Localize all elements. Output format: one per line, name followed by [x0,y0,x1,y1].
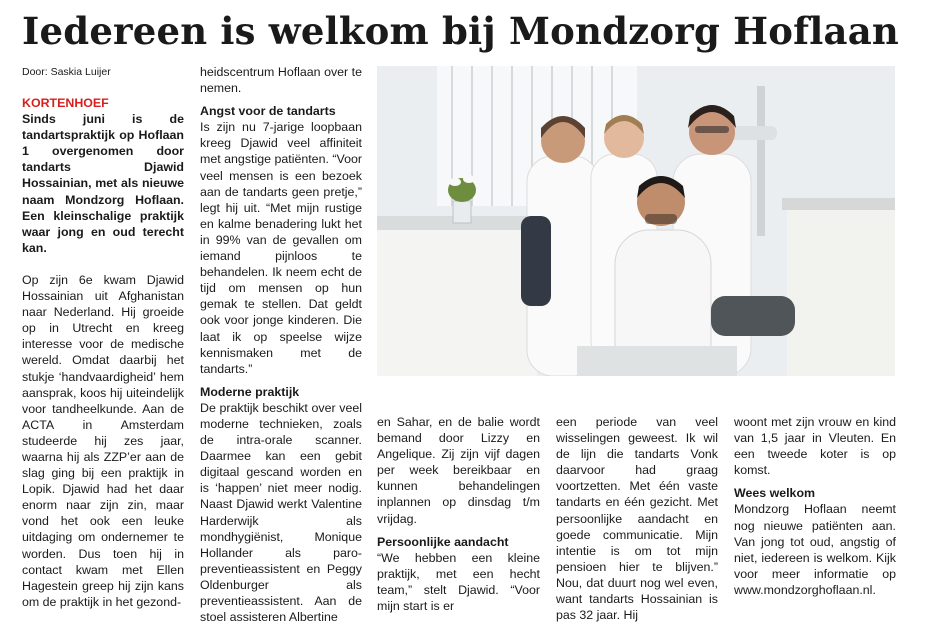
subheading-angst: Angst voor de tandarts [200,104,336,119]
body-paragraph: Mondzorg Hoflaan neemt nog nieuwe patiënten aan. Van jong tot oud, angstig of niet, iedereen is welkom. Kijk voor meer informatie op www.mondzorghoflaan.nl. [734,502,896,597]
body-paragraph: heidscentrum Hoflaan over te nemen. [200,65,362,96]
headline: Iedereen is welkom bij Mondzorg Hoflaan [22,9,899,53]
subheading-wees-welkom: Wees welkom [734,486,816,501]
dental-team-illustration [377,66,895,376]
lead-paragraph: Sinds juni is de tandartspraktijk op Hoflaan 1 overgenomen door tandarts Djawid Hossainian, met als nieuwe naam Mondzorg Hoflaan. Een kleinschalige praktijk waar jong en oud terecht kan. [22,112,184,255]
byline: Door: Saskia Luijer [22,66,111,78]
body-paragraph: Op zijn 6e kwam Djawid Hossainian uit Afghanistan naar Nederland. Hij groeide op in Utrecht en kreeg interesse voor de medische wereld. Omdat daarbij het stukje ‘handvaardigheid’ hem aansprak, koos hij uiteindelijk voor tandheelkunde. Aan de ACTA in Amsterdam studeerde hij zes jaar, waarna hij als ZZP’er aan de slag ging bij een praktijk in Lopik. Djawid had het daar enorm naar zijn zin, maar vond het ook een leuke uitdaging om ondernemer te worden. Dus toen hij in contact kwam met Ellen Hagestein greep hij zijn kans om de praktijk in het gezond- [22,272,184,609]
subheading-moderne-praktijk: Moderne praktijk [200,384,300,399]
column-5 [734,414,896,598]
column-3 [377,414,540,614]
team-photo [377,66,895,376]
body-paragraph: “We hebben een kleine praktijk, met een hecht team,” stelt Djawid. “Voor mijn start is er [377,550,540,614]
body-paragraph: Is zijn nu 7-jarige loopbaan kreeg Djawid veel affiniteit met angstige patiënten. “Voor veel mensen is een bezoek aan de tandarts geen pretje,” legt hij uit. “Met mijn rustige en kalme benadering lukt het in 99% van de gevallen om iemand pijnloos te behandelen. Ik neem echt de tijd om mensen op hun gemak te stellen. Dat geldt ook voor jonge kinderen. Die laat ik op speelse wijze kennismaken met de tandarts.” [200,120,362,376]
column-1 [22,95,184,610]
column-4 [556,414,718,623]
dateline: KORTENHOEF [22,96,109,110]
body-paragraph: en Sahar, en de balie wordt bemand door Lizzy en Angelique. Zij zijn vijf dagen per week bereikbaar en kunnen behandelingen inplannen op dinsdag t/m vrijdag. [377,415,540,526]
body-paragraph: woont met zijn vrouw en kind van 1,5 jaar in Vleuten. En een tweede koter is op komst. [734,415,896,478]
body-paragraph: een periode van veel wisselingen geweest. Ik wil de lijn die tandarts Vonk daarvoor had graag voortzetten. Met één vaste tandarts en één gezicht. Met persoonlijke aandacht en goede communicatie. Mijn intentie is om tot mijn pensioen hier te blijven.” Nou, dat duurt nog wel even, want tandarts Hossainian is pas 32 jaar. Hij [556,415,718,623]
column-2 [200,64,362,625]
subheading-persoonlijke-aandacht: Persoonlijke aandacht [377,534,509,549]
body-paragraph: De praktijk beschikt over veel moderne technieken, zoals de intra-orale scanner. Daarmee kan een gebit digitaal gescand worden en is ‘happen’ niet meer nodig. Naast Djawid werkt Valentine Harderwijk als mondhygiënist, Monique Hollander als paro-preventieassistent en Peggy Oldenburger als preventieassistent. Aan de stoel assisteren Albertine [200,400,362,625]
